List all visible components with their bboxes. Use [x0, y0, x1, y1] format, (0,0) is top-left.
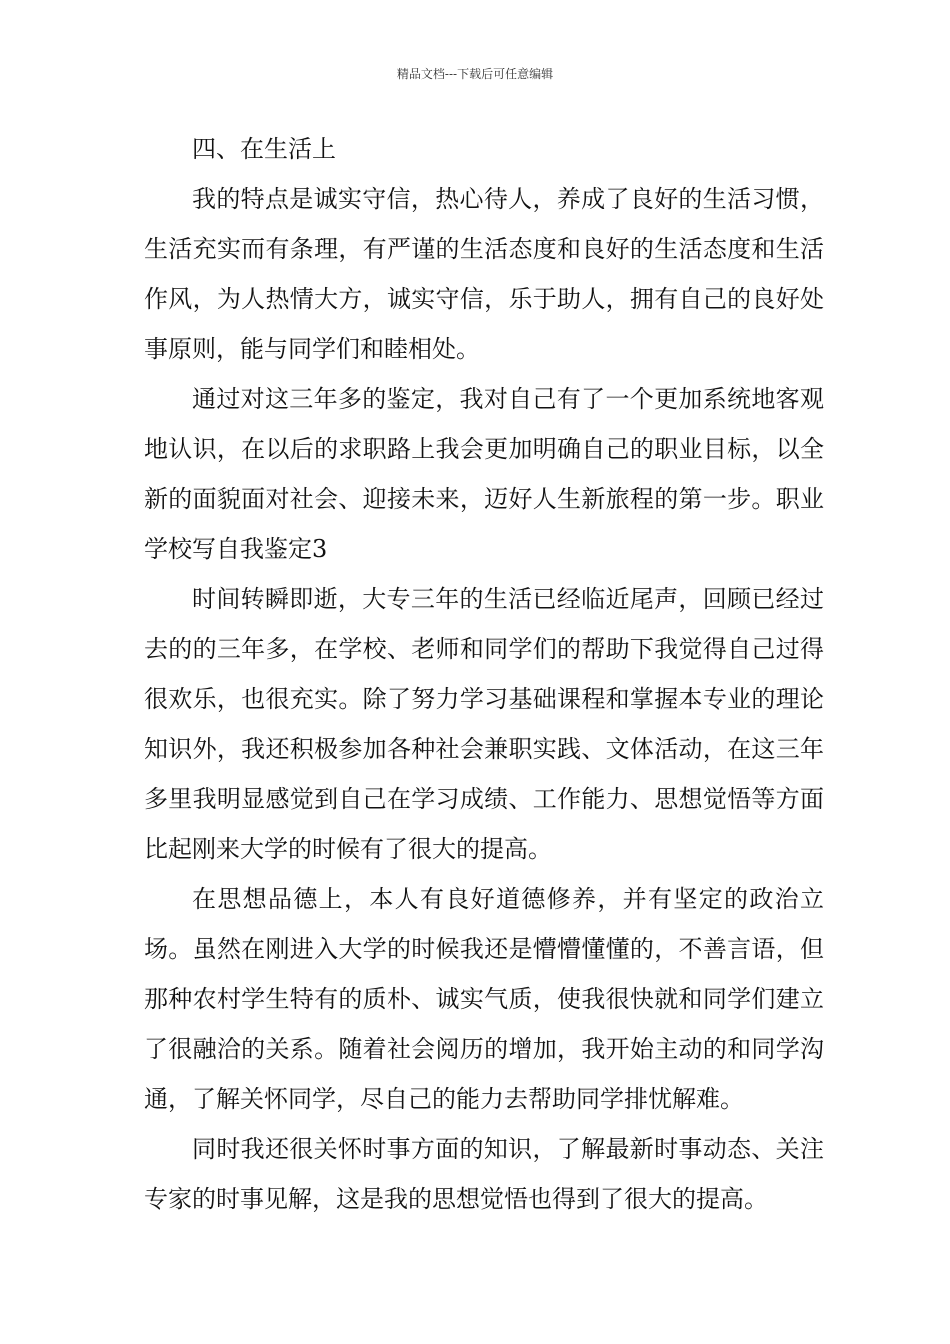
- paragraph-college-years: 时间转瞬即逝，大专三年的生活已经临近尾声，回顾已经过去的的三年多，在学校、老师和同学们的帮助下我觉得自己过得很欢乐，也很充实。除了努力学习基础课程和掌握本专业的理论知识外，我还积极参加各种社会兼职实践、文体活动，在这三年多里我明显感觉到自己在学习成绩、工作能力、思想觉悟等方面比起刚来大学的时候有了很大的提高。: [144, 585, 824, 863]
- paragraph-moral-character: 在思想品德上，本人有良好道德修养，并有坚定的政治立场。虽然在刚进入大学的时候我还是懵懵懂懂的，不善言语，但那种农村学生特有的质朴、诚实气质，使我很快就和同学们建立了很融洽的关系。随着社会阅历的增加，我开始主动的和同学沟通，了解关怀同学，尽自己的能力去帮助同学排忧解难。: [144, 885, 824, 1113]
- document-body: [144, 124, 824, 1224]
- paragraph-life-traits: 我的特点是诚实守信，热心待人，养成了良好的生活习惯，生活充实而有条理，有严谨的生活态度和良好的生活态度和生活作风，为人热情大方，诚实守信，乐于助人，拥有自己的良好处事原则，能与同学们和睦相处。: [144, 185, 824, 363]
- paragraph-self-assessment-summary: 通过对这三年多的鉴定，我对自己有了一个更加系统地客观地认识，在以后的求职路上我会更加明确自己的职业目标，以全新的面貌面对社会、迎接未来，迈好人生新旅程的第一步。职业学校写自我鉴定3: [144, 385, 824, 563]
- paragraph-current-affairs: 同时我还很关怀时事方面的知识，了解最新时事动态、关注专家的时事见解，这是我的思想觉悟也得到了很大的提高。: [144, 1135, 824, 1213]
- page-header: 精品文档---下载后可任意编辑: [396, 67, 554, 81]
- section-heading: 四、在生活上: [192, 135, 336, 163]
